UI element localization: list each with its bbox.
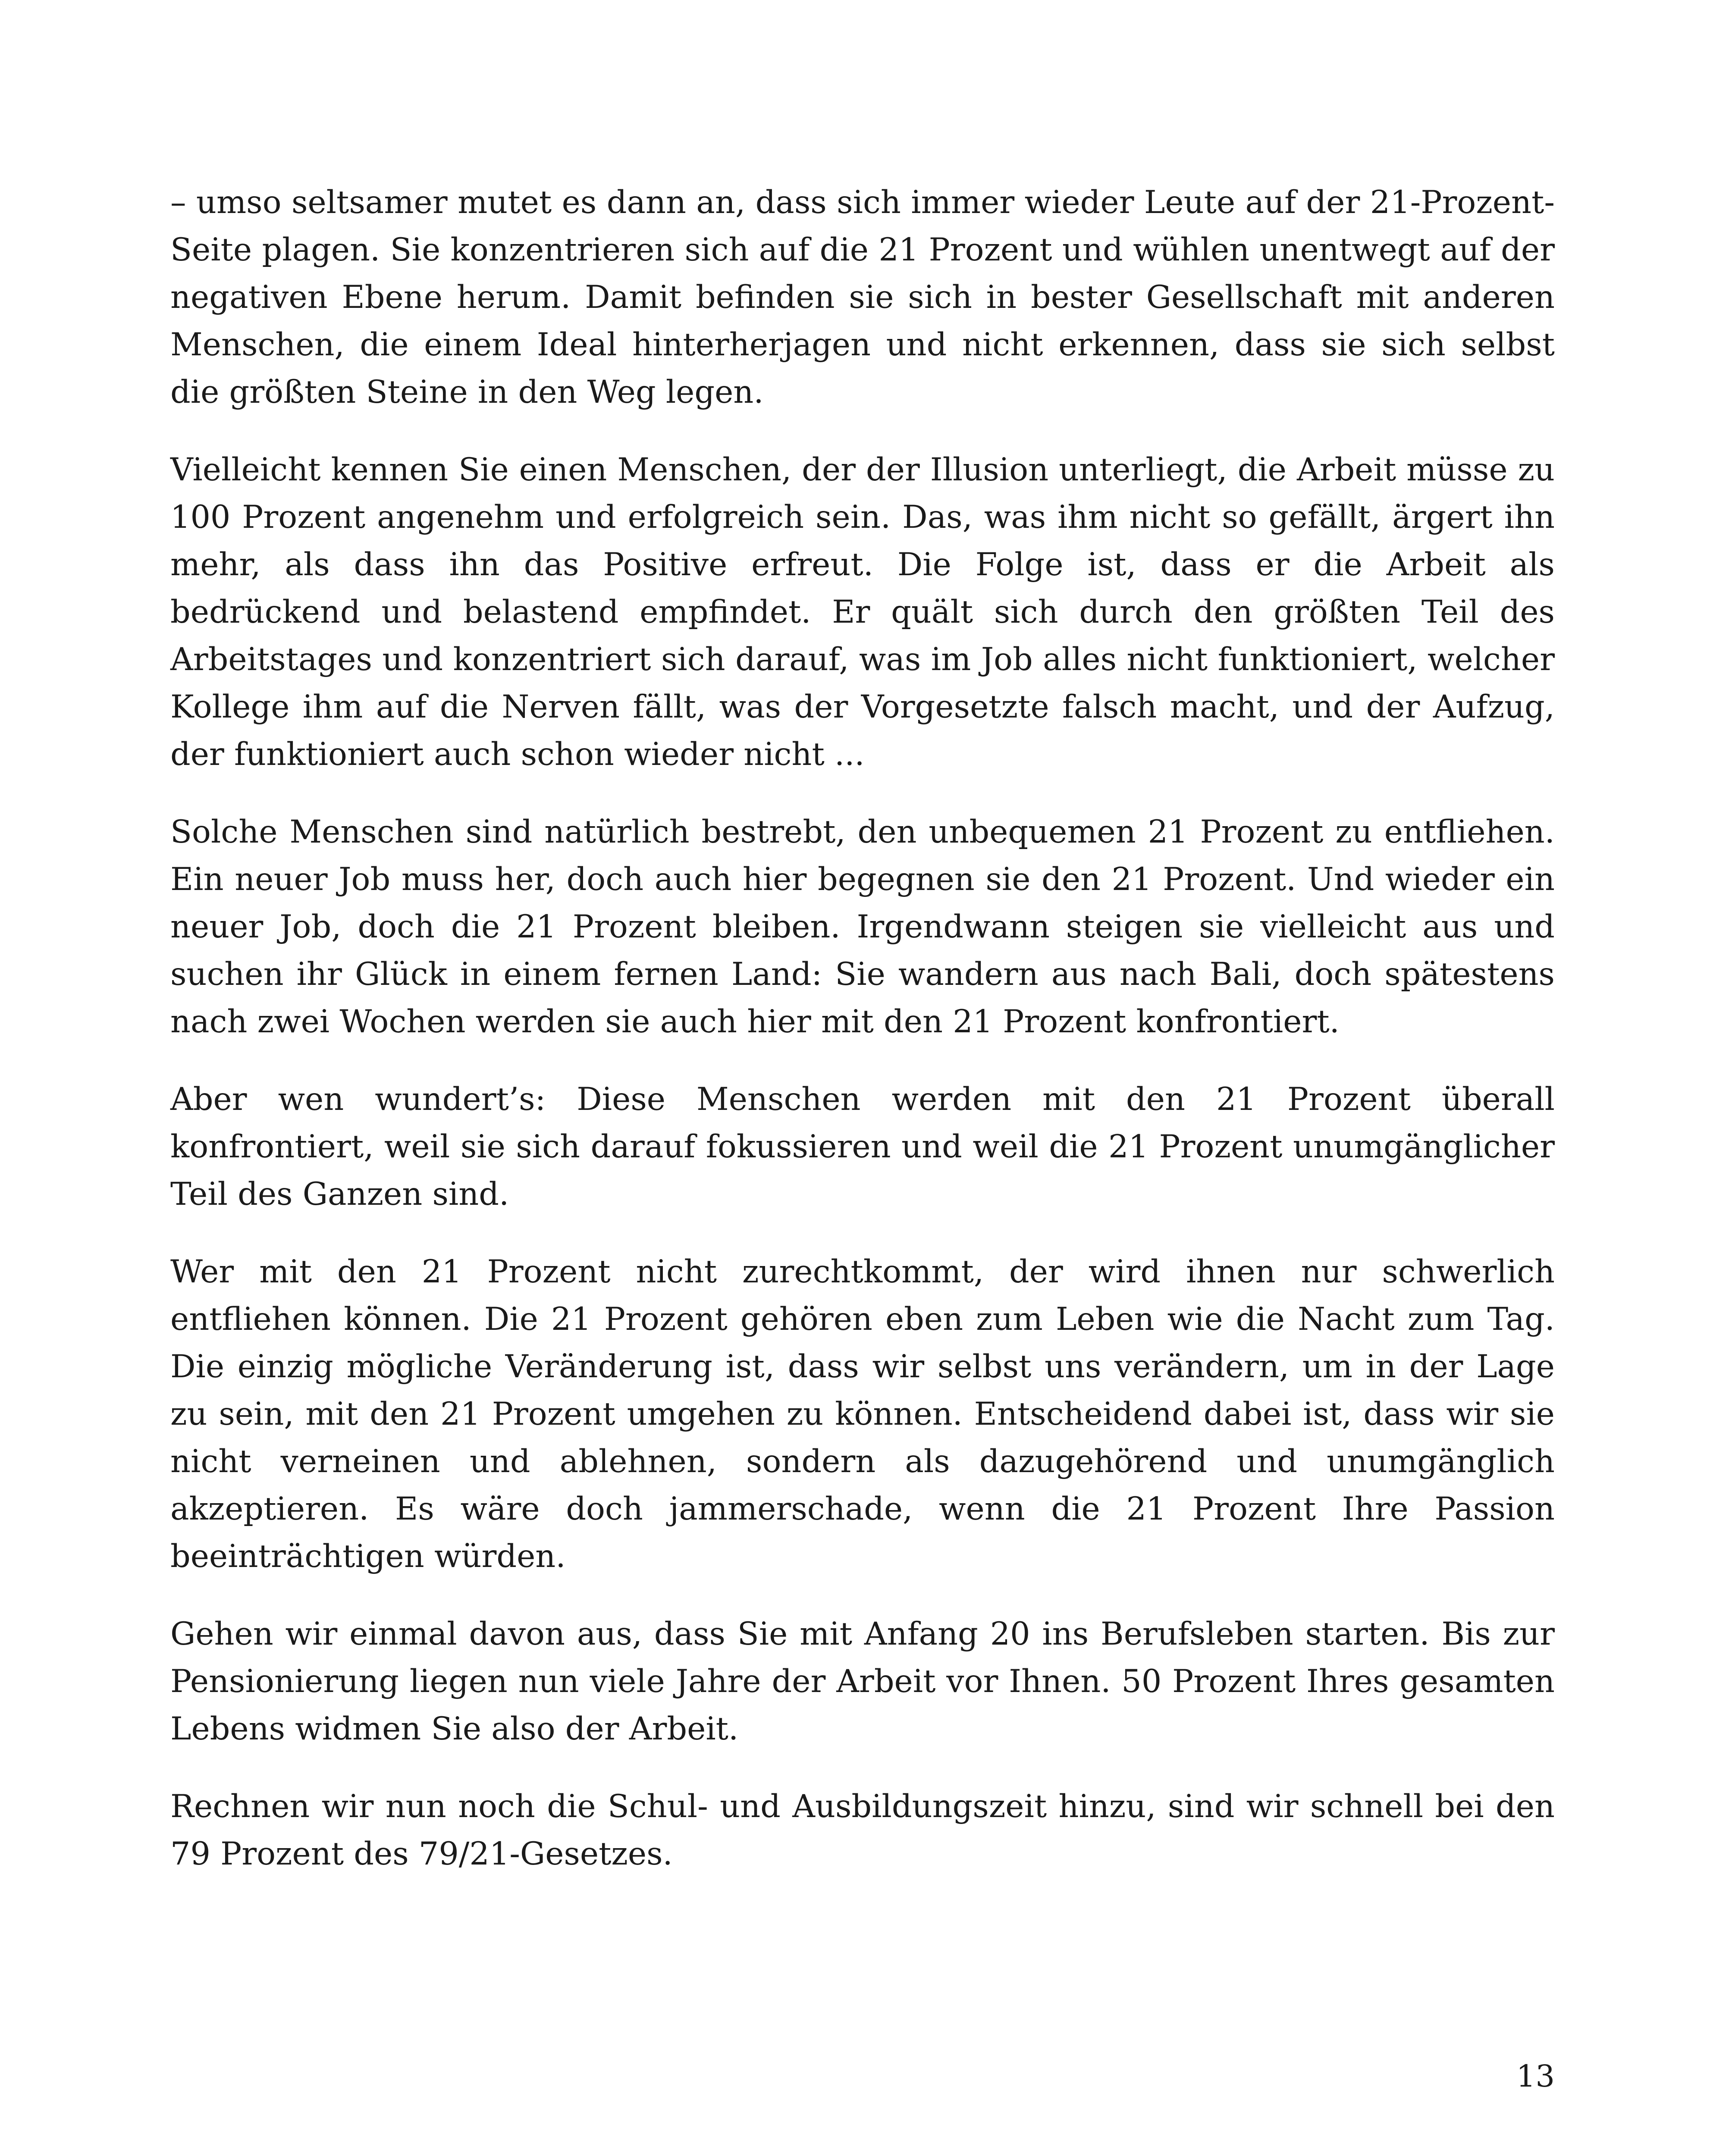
paragraph-2: Vielleicht kennen Sie einen Menschen, der der Illusion unterliegt, die Arbeit müsse zu 100 Prozent angenehm und erfolgreich sein. Das, was ihm nicht so gefällt, ärgert ihn mehr, als dass ihn das Positive erfreut. Die Folge ist, dass er die Arbeit als bedrückend und belastend empfindet. Er quält sich durch den größten Teil des Arbeitstages und konzentriert sich darauf, was im Job alles nicht funktioniert, welcher Kollege ihm auf die Nerven fällt, was der Vorgesetzte falsch macht, und der Aufzug, der funktioniert auch schon wieder nicht ... <box>170 451 1555 773</box>
paragraph-7: Rechnen wir nun noch die Schul- und Ausbildungszeit hinzu, sind wir schnell bei den 79 Prozent des 79/21-Gesetzes. <box>170 1788 1555 1872</box>
paragraph-4: Aber wen wundert’s: Diese Menschen werden mit den 21 Prozent überall konfrontiert, weil sie sich darauf fokussieren und weil die 21 Prozent unumgänglicher Teil des Ganzen sind. <box>170 1081 1555 1213</box>
paragraph-1: – umso seltsamer mutet es dann an, dass sich immer wieder Leute auf der 21-Prozent-Seite plagen. Sie konzentrieren sich auf die 21 Prozent und wühlen unentwegt auf der negativen Ebene herum. Damit befinden sie sich in bester Gesellschaft mit anderen Menschen, die einem Ideal hinterherjagen und nicht erkennen, dass sie sich selbst die größten Steine in den Weg legen. <box>170 184 1555 411</box>
body-text <box>170 179 1555 1908</box>
paragraph-5: Wer mit den 21 Prozent nicht zurechtkommt, der wird ihnen nur schwerlich entfliehen können. Die 21 Prozent gehören eben zum Leben wie die Nacht zum Tag. Die einzig mögliche Veränderung ist, dass wir selbst uns verändern, um in der Lage zu sein, mit den 21 Prozent umgehen zu können. Entscheidend dabei ist, dass wir sie nicht verneinen und ablehnen, sondern als dazugehörend und unumgänglich akzeptieren. Es wäre doch jammerschade, wenn die 21 Prozent Ihre Passion beeinträchtigen würden. <box>170 1253 1555 1575</box>
paragraph-6: Gehen wir einmal davon aus, dass Sie mit Anfang 20 ins Berufsleben starten. Bis zur Pensionierung liegen nun viele Jahre der Arbeit vor Ihnen. 50 Prozent Ihres gesamten Lebens widmen Sie also der Arbeit. <box>170 1616 1555 1747</box>
paragraph-3: Solche Menschen sind natürlich bestrebt, den unbequemen 21 Prozent zu entfliehen. Ein neuer Job muss her, doch auch hier begegnen sie den 21 Prozent. Und wieder ein neuer Job, doch die 21 Prozent bleiben. Irgendwann steigen sie vielleicht aus und suchen ihr Glück in einem fernen Land: Sie wandern aus nach Bali, doch spätestens nach zwei Wochen werden sie auch hier mit den 21 Prozent konfrontiert. <box>170 814 1555 1040</box>
page-number: 13 <box>1516 2059 1555 2094</box>
